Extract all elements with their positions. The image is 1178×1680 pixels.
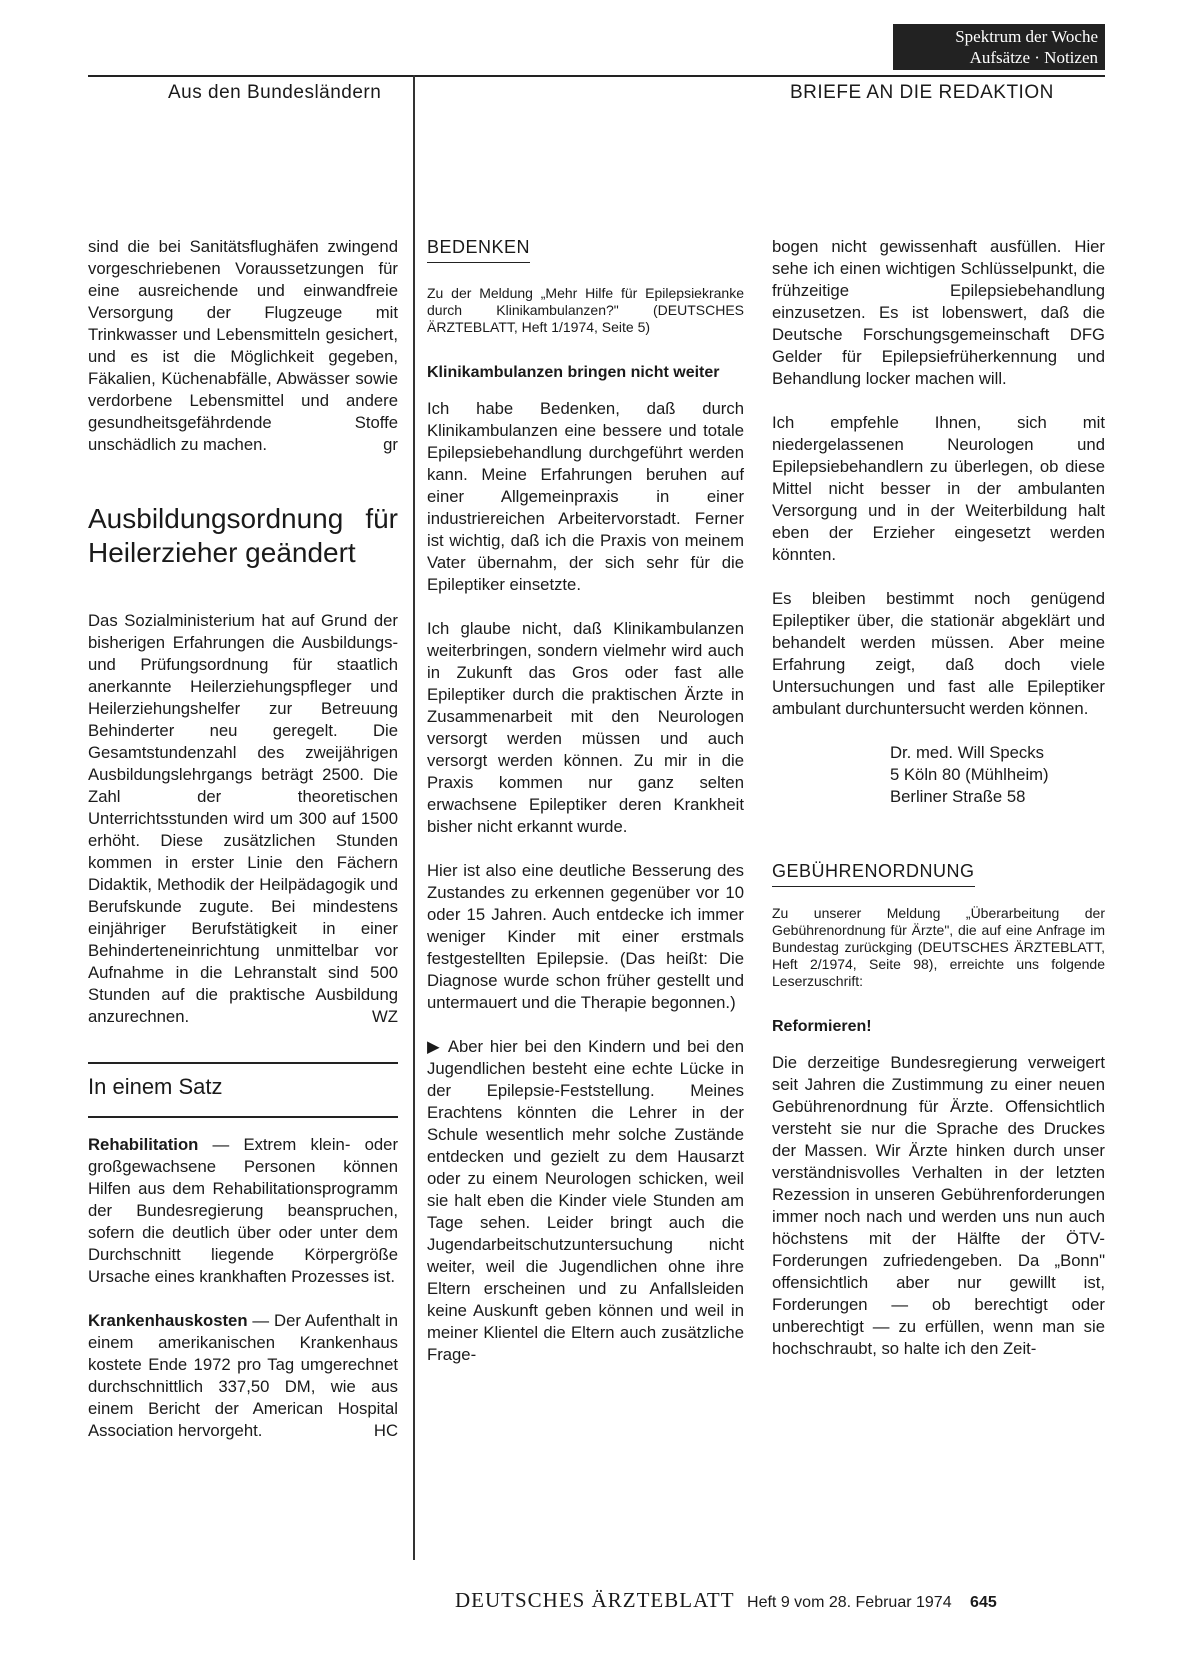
header-divider [413,75,415,125]
column-divider [413,125,415,1560]
signature-street: Berliner Straße 58 [890,787,1026,806]
page-footer [455,1588,997,1613]
continuation-paragraph: sind die bei Sanitätsflughäfen zwingend vorgeschriebenen Voraussetzungen für eine ausreichende und einwandfreie Versorgung der Flugzeuge mit Trinkwasser und Lebensmitteln gesichert, und es ist die Möglichkeit gegeben, Fäkalien, Küchenabfälle, Abwässer sowie verdorbene Lebensmittel und andere gesundheitsgefährdende Stoffe unschädlich zu machen. gr [88,237,398,454]
article-title: Ausbildungsordnung für Heilerzieher geändert [88,503,398,568]
article-body: Das Sozialministerium hat auf Grund der bisherigen Erfahrungen die Ausbildungs- und Prüfungsordnung für staatlich anerkannte Heilerziehungspfleger und Heilerziehungshelfer zur Betreuung Behinderter neu geregelt. Die Gesamtstundenzahl des zweijährigen Ausbildungslehrgangs beträgt 2500. Die Zahl der theoretischen Unterrichtsstunden wird um 300 auf 1500 erhöht. Diese zusätzlichen Stunden kommen in erster Linie den Fächern Didaktik, Methodik der Heilpädagogik und Berufskunde zugute. Bei mindestens einjähriger Berufstätigkeit in einer Behinderteneinrichtung unmittelbar vor Aufnahme in die Lehranstalt sind 500 Stunden auf die praktische Ausbildung anzurechnen. WZ [88,611,398,1026]
letter-paragraph: Ich habe Bedenken, daß durch Klinikambulanzen eine bessere und totale Epilepsiebehandlung durchgeführt werden kann. Meine Erfahrungen beruhen auf einer Allgemeinpraxis in einer industriereichen Arbeitervorstadt. Ferner ist wichtig, daß ich die Praxis von meinem Vater übernahm, der sich sehr für die Epileptiker einsetzte. [427,399,744,594]
brief-item: Rehabilitation — Extrem klein- oder großgewachsene Personen können Hilfen aus dem Rehabilitationsprogramm der Bundesregierung beanspruchen, sofern die deutlich über oder unter dem Durchschnitt liegende Körpergröße Ursache eines krankhaften Prozesses ist. [88,1134,398,1286]
badge-line-2: Aufsätze · Notizen [969,48,1098,67]
section-badge [893,24,1105,70]
letter-intro: Zu unserer Meldung „Überarbeitung der Gebührenordnung für Ärzte", die auf eine Anfrage im Bundestag zurückging (DEUTSCHES ÄRZTEBLATT, Heft 2/1974, Seite 98), erreichte uns folgende Leserzuschrift: [772,905,1105,989]
box-title: In einem Satz [88,1073,223,1099]
signature-name: Dr. med. Will Specks [890,743,1044,762]
letter-section-label: GEBÜHRENORDNUNG [772,860,975,887]
author-sign: WZ [372,1007,398,1026]
left-section-title: Aus den Bundesländern [168,82,382,103]
author-sign: gr [383,435,398,454]
column-3 [772,236,1105,1360]
letter-headline: Klinikambulanzen bringen nicht weiter [427,364,720,381]
badge-line-1: Spektrum der Woche [955,27,1098,46]
letter-paragraph: Die derzeitige Bundesregierung verweigert seit Jahren die Zustimmung zu einer neuen Gebührenordnung für Ärzte. Offensichtlich versteht sie nur die Sprache des Druckes der Massen. Wir Ärzte hinken durch unser verständnisvolles Verhalten in der letzten Rezession in unseren Gebührenforderungen immer noch nach und werden uns nun auch höchstens mit der Hälfte der ÖTV-Forderungen zufriedengeben. Da „Bonn" offensichtlich aber nur gewillt ist, Forderungen — ob berechtigt oder unberechtigt — zu erfüllen, wenn man sie hochschraubt, so halte ich den Zeit- [772,1053,1105,1358]
page-number: 645 [970,1594,997,1611]
publication-name: DEUTSCHES ÄRZTEBLATT [455,1588,735,1612]
letter-paragraph: bogen nicht gewissenhaft ausfüllen. Hier sehe ich einen wichtigen Schlüsselpunkt, die frühzeitige Epilepsiebehandlung einzusetzen. Es ist lobenswert, daß die Deutsche Forschungsgemeinschaft DFG Gelder für Epilepsiefrüherkennung und Behandlung locker machen will. [772,237,1105,388]
letter-paragraph: Hier ist also eine deutliche Besserung des Zustandes zu erkennen gegenüber vor 10 oder 15 Jahren. Auch entdecke ich immer weniger Kinder mit einer erstmals festgestellten Epilepsie. (Das heißt: Die Diagnose wurde schon früher gestellt und untermauert und die Therapie begonnen.) [427,861,744,1012]
letter-intro: Zu der Meldung „Mehr Hilfe für Epilepsiekranke durch Klinikambulanzen?" (DEUTSCHES ÄRZTEBLATT, Heft 1/1974, Seite 5) [427,285,744,335]
letter-paragraph: Es bleiben bestimmt noch genügend Epileptiker über, die stationär abgeklärt und behandelt werden müssen. Aber meine Erfahrung zeigt, daß doch viele Untersuchungen und fast alle Epileptiker ambulant durchuntersucht werden können. [772,589,1105,718]
header-rule [88,75,1105,77]
issue-info: Heft 9 vom 28. Februar 1974 [747,1594,952,1611]
letter-paragraph: Ich glaube nicht, daß Klinikambulanzen weiterbringen, sondern vielmehr wird auch in Zukunft das Gros oder fast alle Epileptiker durch die praktischen Ärzte in Zusammenarbeit mit den Neurologen versorgt werden müssen und auch versorgt werden können. Zu mir in die Praxis kommen nur ganz selten erwachsene Epileptiker deren Krankheit bisher nicht erkannt wurde. [427,619,744,836]
author-sign: HC [373,1420,398,1440]
arrow-marker-icon: ▶ [427,1037,442,1056]
letter-section-label: BEDENKEN [427,236,530,263]
column-1 [88,236,398,1442]
right-section-title: BRIEFE AN DIE REDAKTION [790,82,1054,103]
column-2 [427,236,744,1366]
letter-headline: Reformieren! [772,1018,872,1035]
signature-city: 5 Köln 80 (Mühlheim) [890,765,1049,784]
brief-item: Krankenhauskosten — Der Aufenthalt in einem amerikanischen Krankenhaus kostete Ende 1972 pro Tag umgerechnet durchschnittlich 337,50 DM, wie aus einem Bericht der American Hospital Association hervorgeht. HC [88,1310,398,1440]
box-rule [88,1116,398,1118]
letter-paragraph: ▶ Aber hier bei den Kindern und bei den Jugendlichen besteht eine echte Lücke in der Epilepsie-Feststellung. Meines Erachtens könnten die Lehrer in der Schule wesentlich mehr solche Zustände entdecken und gezielt zu dem Hausarzt oder zu einem Neurologen schicken, weil sie halt eben die Kinder viele Stunden am Tage sehen. Leider bringt auch die Jugendarbeitschutzuntersuchung nicht weiter, weil die Jugendlichen ohne ihre Eltern erscheinen und zu Anfallsleiden keine Auskunft geben können und weil in meiner Klientel die Eltern auch zusätzliche Frage- [427,1037,744,1364]
letter-signature [890,742,1105,808]
box-rule [88,1062,398,1064]
letter-paragraph: Ich empfehle Ihnen, sich mit niedergelassenen Neurologen und Epilepsiebehandlern zu überlegen, ob diese Mittel nicht besser in der ambulanten Versorgung und in der Weiterbildung halt eben der Erzieher eingesetzt werden könnten. [772,413,1105,564]
